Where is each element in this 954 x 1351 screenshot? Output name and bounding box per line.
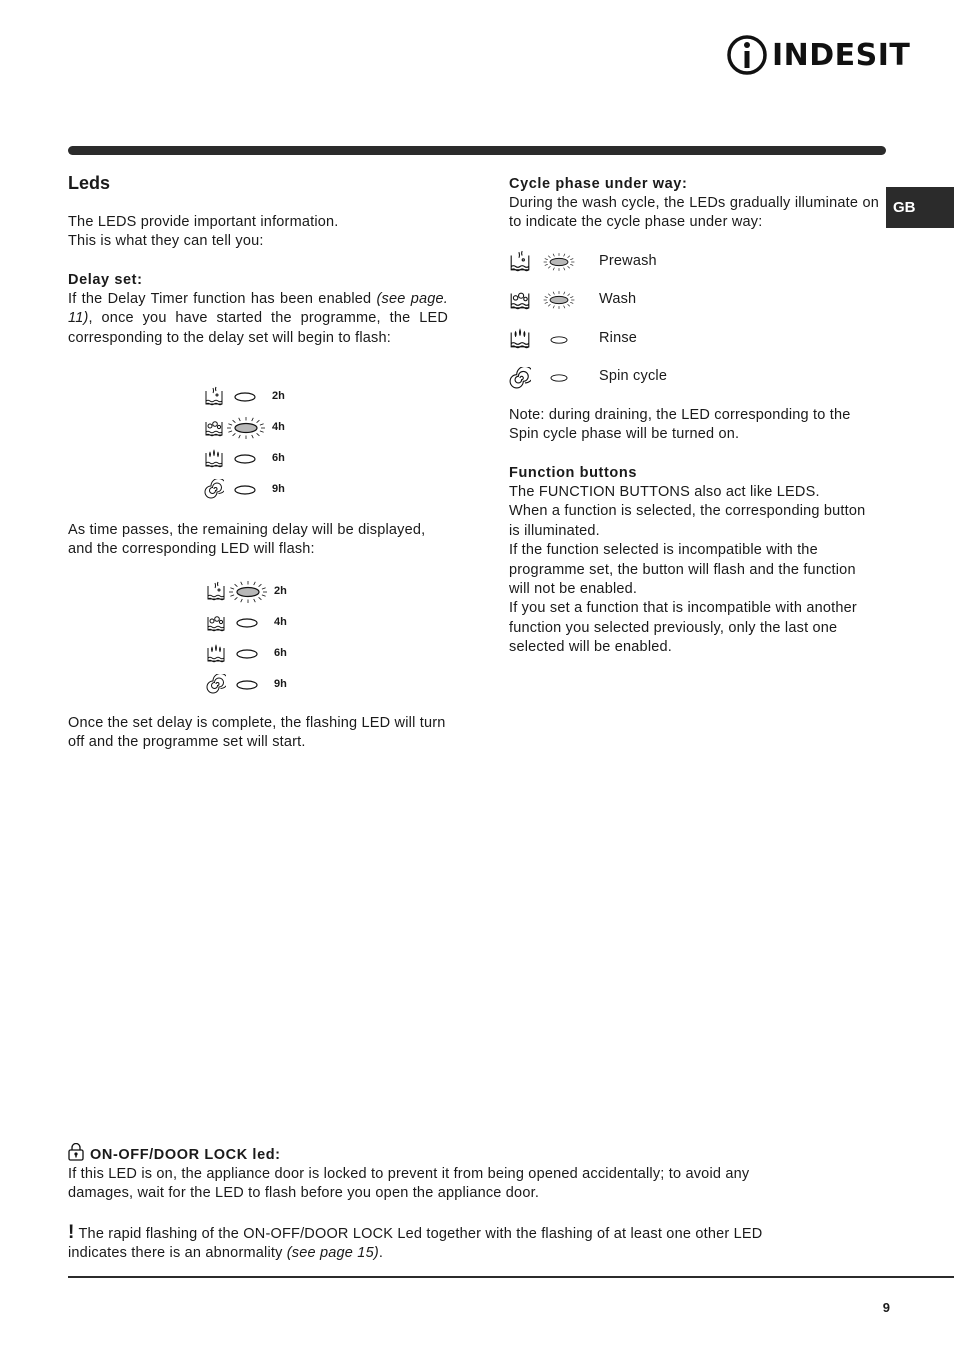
rinse-icon — [204, 448, 224, 468]
header-rule — [68, 146, 886, 155]
led-indicator — [230, 449, 260, 469]
brand-logo — [726, 34, 911, 76]
delay-set-text: If the Delay Timer function has been enabled (see page. 11), once you have started the programme, the LED corresponding to the delay set will begin to flash: — [68, 291, 448, 346]
prewash-icon — [206, 581, 226, 601]
spin-icon — [204, 479, 224, 499]
phase-label: Rinse — [599, 330, 638, 346]
delay-label: 9h — [272, 483, 285, 495]
section-title: Leds — [68, 173, 111, 193]
phase-row — [509, 287, 879, 313]
led-indicator — [232, 675, 262, 695]
phase-row — [509, 326, 879, 352]
rinse-icon — [509, 327, 531, 349]
delay-led-diagram-b — [206, 579, 326, 699]
led-lit-indicator — [542, 289, 576, 311]
wash-icon — [206, 612, 226, 632]
abnormality-warning: ! The rapid flashing of the ON-OFF/DOOR LOCK Led together with the flashing of at least one other LED indicates there is an abnormality (see page 15). — [68, 1221, 763, 1262]
delay-label: 9h — [274, 678, 287, 690]
page-number: 9 — [882, 1300, 890, 1315]
led-flashing-indicator — [225, 415, 267, 441]
door-lock-heading-row — [68, 1143, 818, 1163]
phase-row — [509, 249, 879, 275]
door-lock-heading: ON-OFF/DOOR LOCK led: — [90, 1147, 281, 1163]
prewash-icon — [509, 250, 531, 272]
delay-label: 2h — [272, 390, 285, 402]
delay-complete-text: Once the set delay is complete, the flashing LED will turn off and the programme set will start. — [68, 715, 446, 751]
intro-paragraph: The LEDS provide important information. This is what they can tell you: — [68, 214, 339, 250]
brand-name: INDESIT — [772, 38, 911, 73]
phase-label: Spin cycle — [599, 368, 668, 384]
cycle-phase-list — [509, 249, 879, 399]
function-buttons-text: The FUNCTION BUTTONS also act like LEDS. When a function is selected, the corresponding button is illuminated. If the function selected is incompatible with the programme set, the button will flash and the function will not be enabled. If you set a function that is incompatible with another function you selected previously, only the last one selected will be enabled. — [509, 484, 866, 656]
door-lock-section — [68, 1143, 818, 1264]
wash-icon — [509, 288, 531, 310]
led-indicator — [230, 387, 260, 407]
phase-row — [509, 364, 879, 390]
footer-rule — [68, 1276, 954, 1278]
led-indicator — [232, 644, 262, 664]
draining-note: Note: during draining, the LED corresponding to the Spin cycle phase will be turned on. — [509, 407, 851, 443]
phase-label: Wash — [599, 291, 637, 307]
language-tab[interactable]: GB — [886, 187, 954, 228]
function-buttons-heading: Function buttons — [509, 465, 637, 481]
rinse-icon — [206, 643, 226, 663]
logo-mark-icon — [726, 34, 768, 76]
led-lit-indicator — [542, 251, 576, 273]
cycle-phase-heading: Cycle phase under way: — [509, 176, 688, 192]
wash-icon — [204, 417, 224, 437]
led-flashing-indicator — [227, 579, 269, 605]
spin-icon — [206, 674, 226, 694]
page-reference-link[interactable]: (see page 15) — [286, 1245, 379, 1262]
delay-led-diagram-a — [204, 384, 324, 504]
led-indicator — [232, 613, 262, 633]
time-passes-text: As time passes, the remaining delay will be displayed, and the corresponding LED will flash: — [68, 522, 426, 558]
cycle-phase-text: During the wash cycle, the LEDs gradually illuminate on to indicate the cycle phase under way: — [509, 195, 879, 231]
led-indicator — [547, 370, 571, 386]
led-indicator — [547, 332, 571, 348]
phase-label: Prewash — [599, 253, 657, 269]
warning-mark: ! — [68, 1221, 75, 1243]
prewash-icon — [204, 386, 224, 406]
led-indicator — [230, 480, 260, 500]
page-reference-link[interactable]: (see page. 11) — [68, 291, 448, 327]
delay-label: 6h — [274, 647, 287, 659]
door-lock-text: If this LED is on, the appliance door is locked to prevent it from being opened accidentally; to avoid any damages, wait for the LED to flash before you open the appliance door. — [68, 1166, 750, 1202]
delay-label: 4h — [272, 421, 285, 433]
delay-set-heading: Delay set: — [68, 272, 143, 288]
spin-icon — [509, 367, 531, 389]
lock-icon — [68, 1143, 84, 1161]
delay-label: 6h — [272, 452, 285, 464]
delay-label: 2h — [274, 585, 287, 597]
delay-label: 4h — [274, 616, 287, 628]
